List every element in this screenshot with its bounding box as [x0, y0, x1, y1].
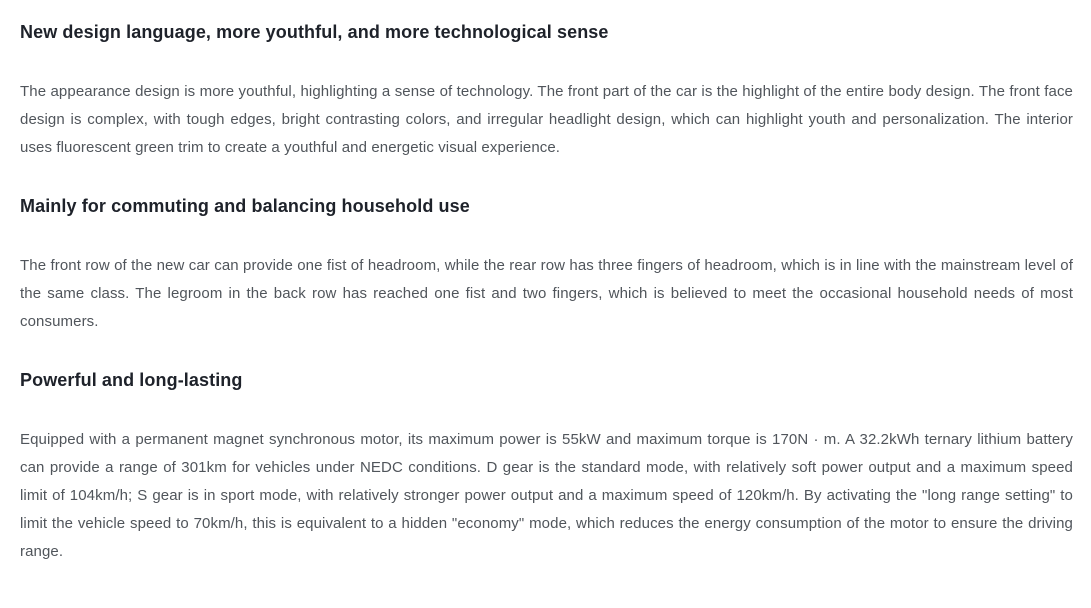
section-paragraph-powerful-long-lasting: Equipped with a permanent magnet synchronous motor, its maximum power is 55kW and maximum torque is 170N · m. A 32.2kWh ternary lithium battery can provide a range of 301km for vehicles under NEDC conditions. D gear is the standard mode, with relatively soft power output and a maximum speed limit of 104km/h; S gear is in sport mode, with relatively stronger power output and a maximum speed of 120km/h. By activating the "long range setting" to limit the vehicle speed to 70km/h, this is equivalent to a hidden "economy" mode, which reduces the energy consumption of the motor to ensure the driving range. [20, 431, 1073, 560]
section-heading-powerful-long-lasting: Powerful and long-lasting [20, 370, 243, 390]
section-paragraph-commuting-household: The front row of the new car can provide one fist of headroom, while the rear row has three fingers of headroom, which is in line with the mainstream level of the same class. The legroom in the back row has reached one fist and two fingers, which is believed to meet the occasional household needs of most consumers. [20, 257, 1073, 330]
section-powerful-long-lasting [20, 368, 1073, 566]
section-commuting-household [20, 194, 1073, 336]
section-heading-commuting-household: Mainly for commuting and balancing household use [20, 196, 470, 216]
section-heading-design-language: New design language, more youthful, and more technological sense [20, 22, 609, 42]
section-design-language [20, 20, 1073, 162]
section-paragraph-design-language: The appearance design is more youthful, highlighting a sense of technology. The front part of the car is the highlight of the entire body design. The front face design is complex, with tough edges, bright contrasting colors, and irregular headlight design, which can highlight youth and personalization. The interior uses fluorescent green trim to create a youthful and energetic visual experience. [20, 83, 1073, 156]
